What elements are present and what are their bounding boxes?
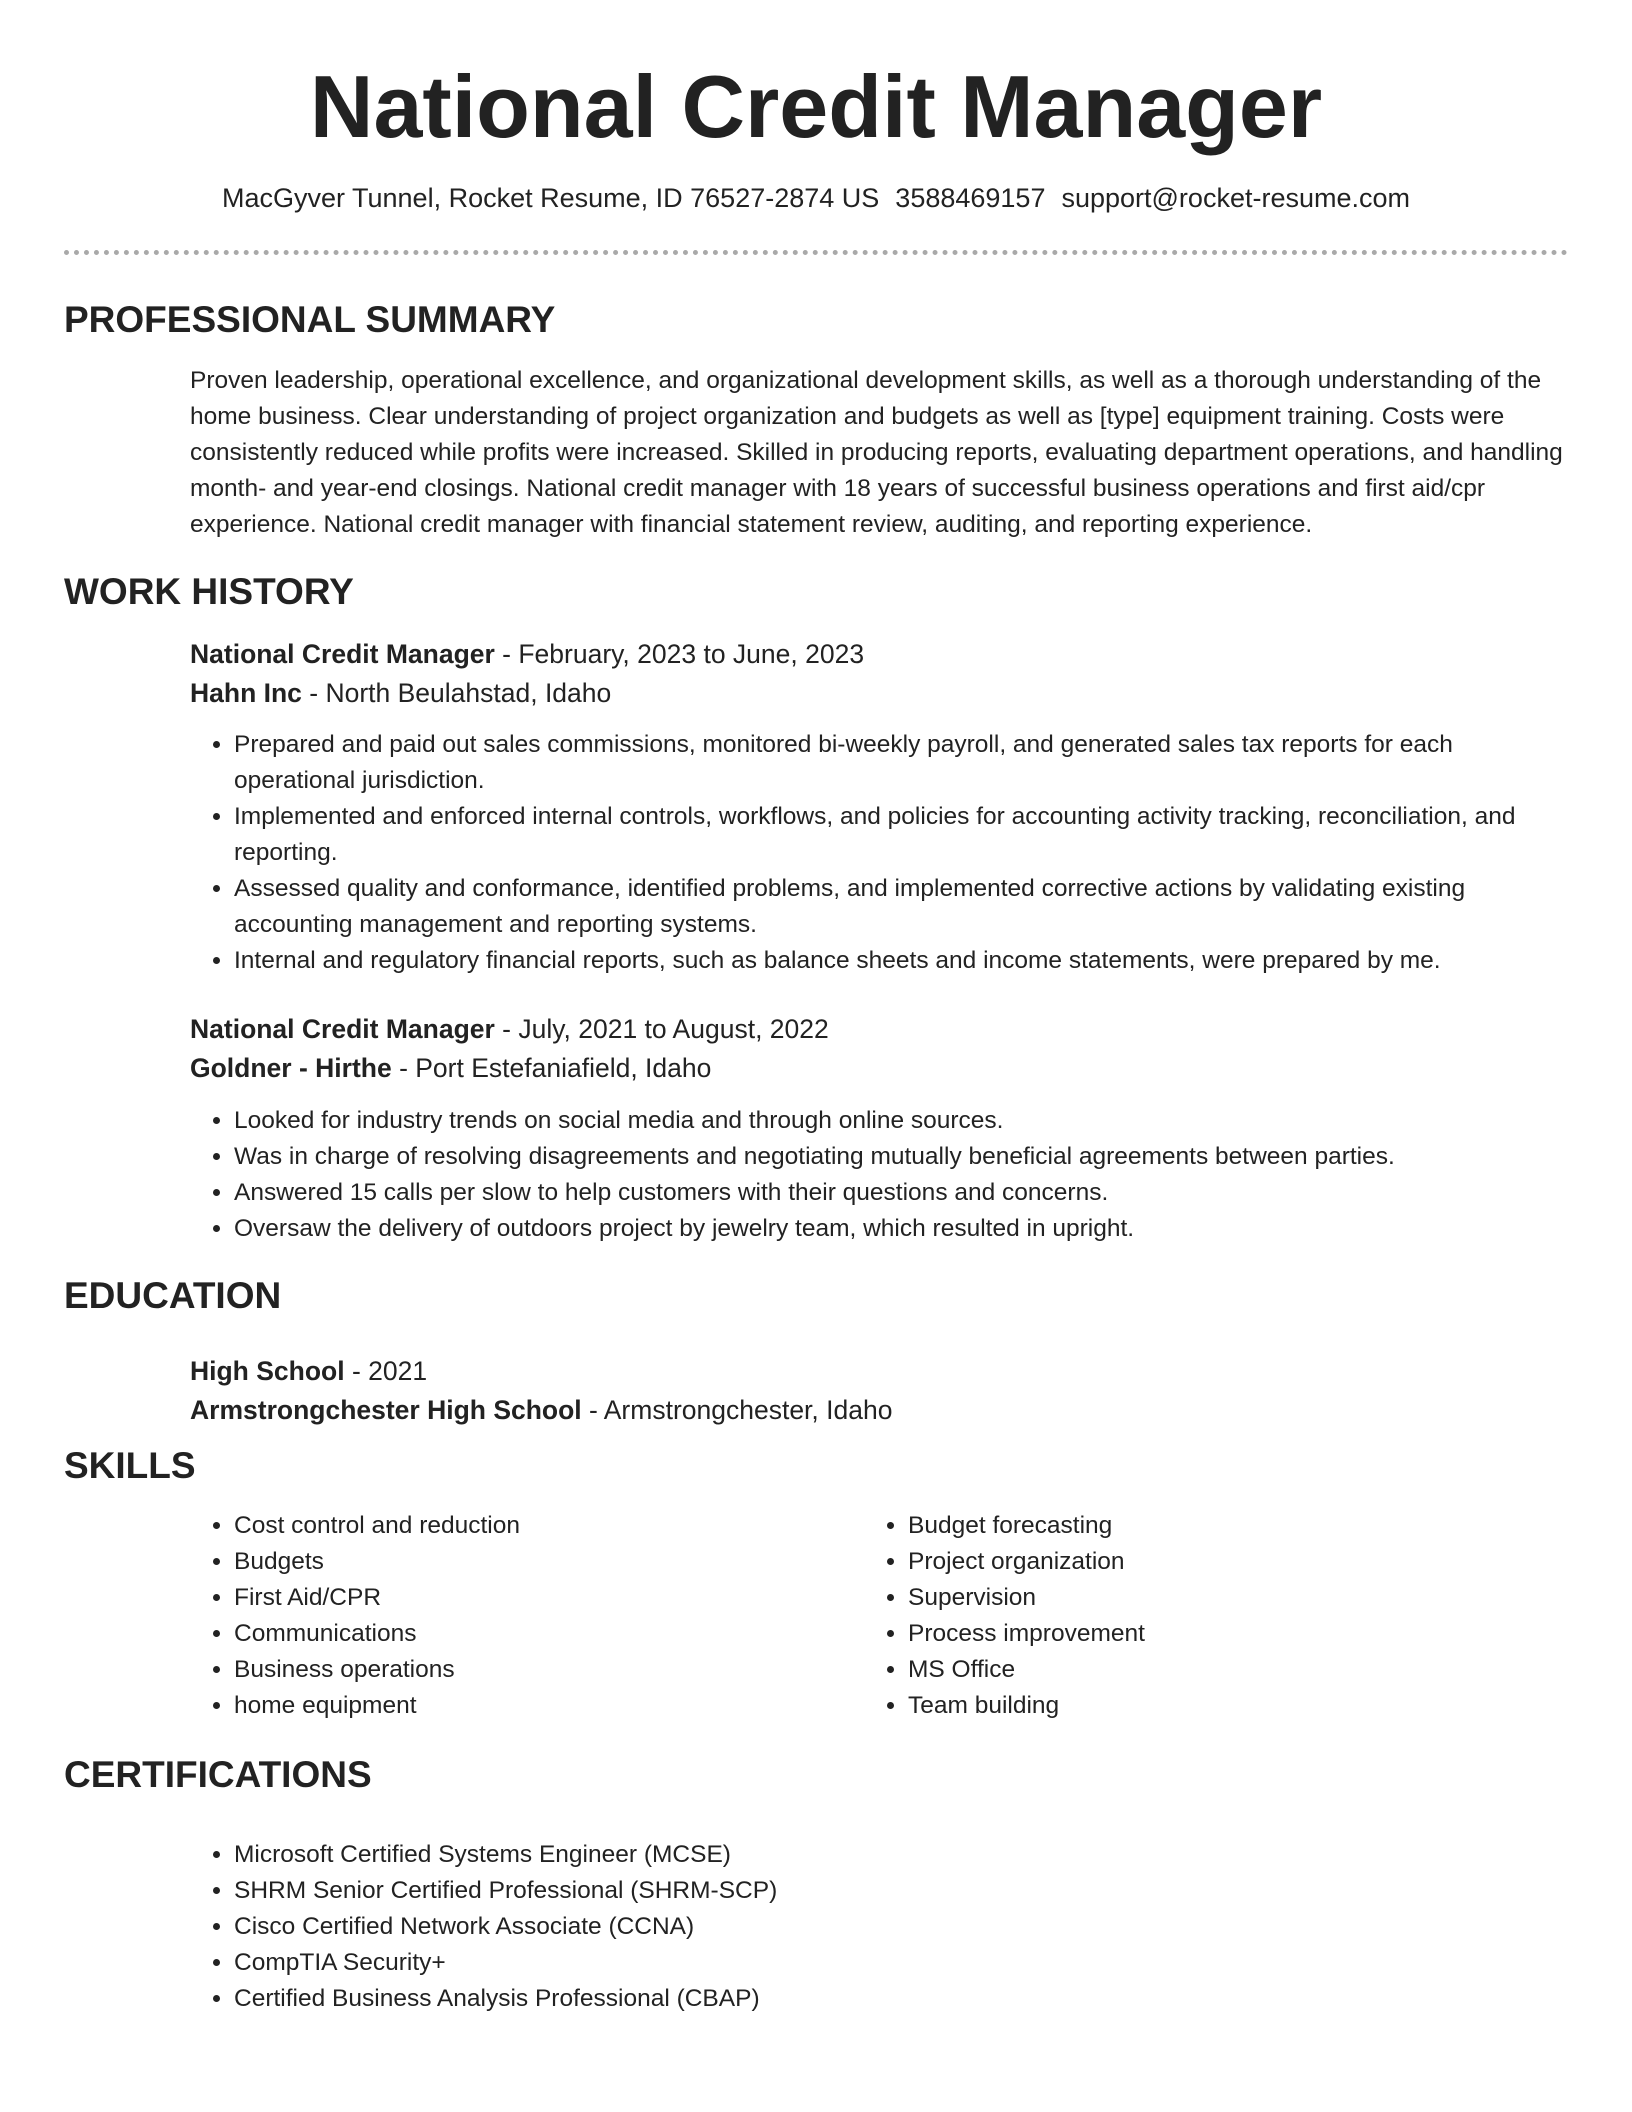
skill-item: • Supervision (908, 1580, 1504, 1616)
contact-address: MacGyver Tunnel, Rocket Resume, ID 76527-2874 US (221, 183, 880, 213)
education-school: Armstrongchester High School (190, 1395, 582, 1425)
summary-text: Proven leadership, operational excellence, and organizational development skills, as well as a thorough understanding of the home business. Clear understanding of project organization and budgets as well as [type] equipment training. Costs were consistently reduced while profits were increased. Skilled in producing reports, evaluating department operations, and handling month- and year-end closings. National credit manager with 18 years of successful business operations and first aid/cpr experience. National credit manager with financial statement review, auditing, and reporting experience. (190, 367, 1563, 538)
skill-item: • Project organization (908, 1544, 1504, 1580)
skill-item: • home equipment (234, 1688, 830, 1724)
skills-list (190, 1508, 830, 1724)
job-duty: • Was in charge of resolving disagreements and negotiating mutually beneficial agreements between parties. (234, 1139, 1570, 1175)
skill-item: • MS Office (908, 1652, 1504, 1688)
certifications-list (190, 1837, 1570, 2017)
job-duties-list (190, 1103, 1570, 1247)
job-location: - North Beulahstad, Idaho (301, 678, 612, 708)
job-entry (190, 1010, 1570, 1247)
skills-column-right (864, 1508, 1504, 1724)
certification-item: • CompTIA Security+ (234, 1945, 1570, 1981)
education-degree: High School (190, 1356, 345, 1386)
job-company-line (190, 674, 1570, 713)
skill-item: • Budget forecasting (908, 1508, 1504, 1544)
education-degree-line (190, 1352, 1570, 1391)
skill-item: • Team building (908, 1688, 1504, 1724)
job-duties-list (190, 727, 1570, 979)
certification-item: • Microsoft Certified Systems Engineer (MCSE) (234, 1837, 1570, 1873)
job-duty: • Answered 15 calls per slow to help customers with their questions and concerns. (234, 1175, 1570, 1211)
job-dates: - July, 2021 to August, 2022 (494, 1014, 829, 1044)
contact-email[interactable]: support@rocket-resume.com (1061, 183, 1410, 213)
skills-list (864, 1508, 1504, 1724)
job-title-line (190, 635, 1570, 674)
job-location: - Port Estefaniafield, Idaho (391, 1053, 712, 1083)
skill-item: • First Aid/CPR (234, 1580, 830, 1616)
education-year: - 2021 (344, 1356, 428, 1386)
job-duty: • Prepared and paid out sales commissions, monitored bi-weekly payroll, and generated sales tax reports for each operational jurisdiction. (234, 727, 1570, 799)
job-duty: • Implemented and enforced internal controls, workflows, and policies for accounting activity tracking, reconciliation, and reporting. (234, 799, 1570, 871)
job-title-line (190, 1010, 1570, 1049)
job-duty: • Oversaw the delivery of outdoors project by jewelry team, which resulted in upright. (234, 1211, 1570, 1247)
resume-name: National Credit Manager (309, 57, 1323, 156)
education-location: - Armstrongchester, Idaho (581, 1395, 893, 1425)
skill-item: • Process improvement (908, 1616, 1504, 1652)
education-school-line (190, 1391, 1570, 1430)
education-entry (190, 1352, 1570, 1430)
certifications-block (190, 1837, 1570, 2017)
job-duty: • Assessed quality and conformance, identified problems, and implemented corrective actions by validating existing accounting management and reporting systems. (234, 871, 1570, 943)
job-role: National Credit Manager (190, 639, 495, 669)
certifications-heading: CERTIFICATIONS (64, 1754, 372, 1795)
job-company: Goldner - Hirthe (190, 1053, 392, 1083)
header-divider (64, 250, 1568, 255)
work-history-heading: WORK HISTORY (64, 571, 354, 612)
certification-item: • SHRM Senior Certified Professional (SHRM-SCP) (234, 1873, 1570, 1909)
skill-item: • Cost control and reduction (234, 1508, 830, 1544)
job-company: Hahn Inc (190, 678, 302, 708)
skill-item: • Budgets (234, 1544, 830, 1580)
contact-phone[interactable]: 3588469157 (895, 183, 1046, 213)
skills-column-left (190, 1508, 830, 1724)
certification-item: • Cisco Certified Network Associate (CCNA) (234, 1909, 1570, 1945)
job-duty: • Looked for industry trends on social media and through online sources. (234, 1103, 1570, 1139)
education-heading: EDUCATION (64, 1275, 282, 1316)
job-role: National Credit Manager (190, 1014, 495, 1044)
job-company-line (190, 1049, 1570, 1088)
job-dates: - February, 2023 to June, 2023 (494, 639, 865, 669)
contact-line (0, 180, 1632, 216)
certification-item: • Certified Business Analysis Professional (CBAP) (234, 1981, 1570, 2017)
summary-heading: PROFESSIONAL SUMMARY (64, 299, 556, 340)
job-entry (190, 635, 1570, 979)
skill-item: • Business operations (234, 1652, 830, 1688)
skills-heading: SKILLS (64, 1445, 196, 1486)
skill-item: • Communications (234, 1616, 830, 1652)
job-duty: • Internal and regulatory financial reports, such as balance sheets and income statements, were prepared by me. (234, 943, 1570, 979)
